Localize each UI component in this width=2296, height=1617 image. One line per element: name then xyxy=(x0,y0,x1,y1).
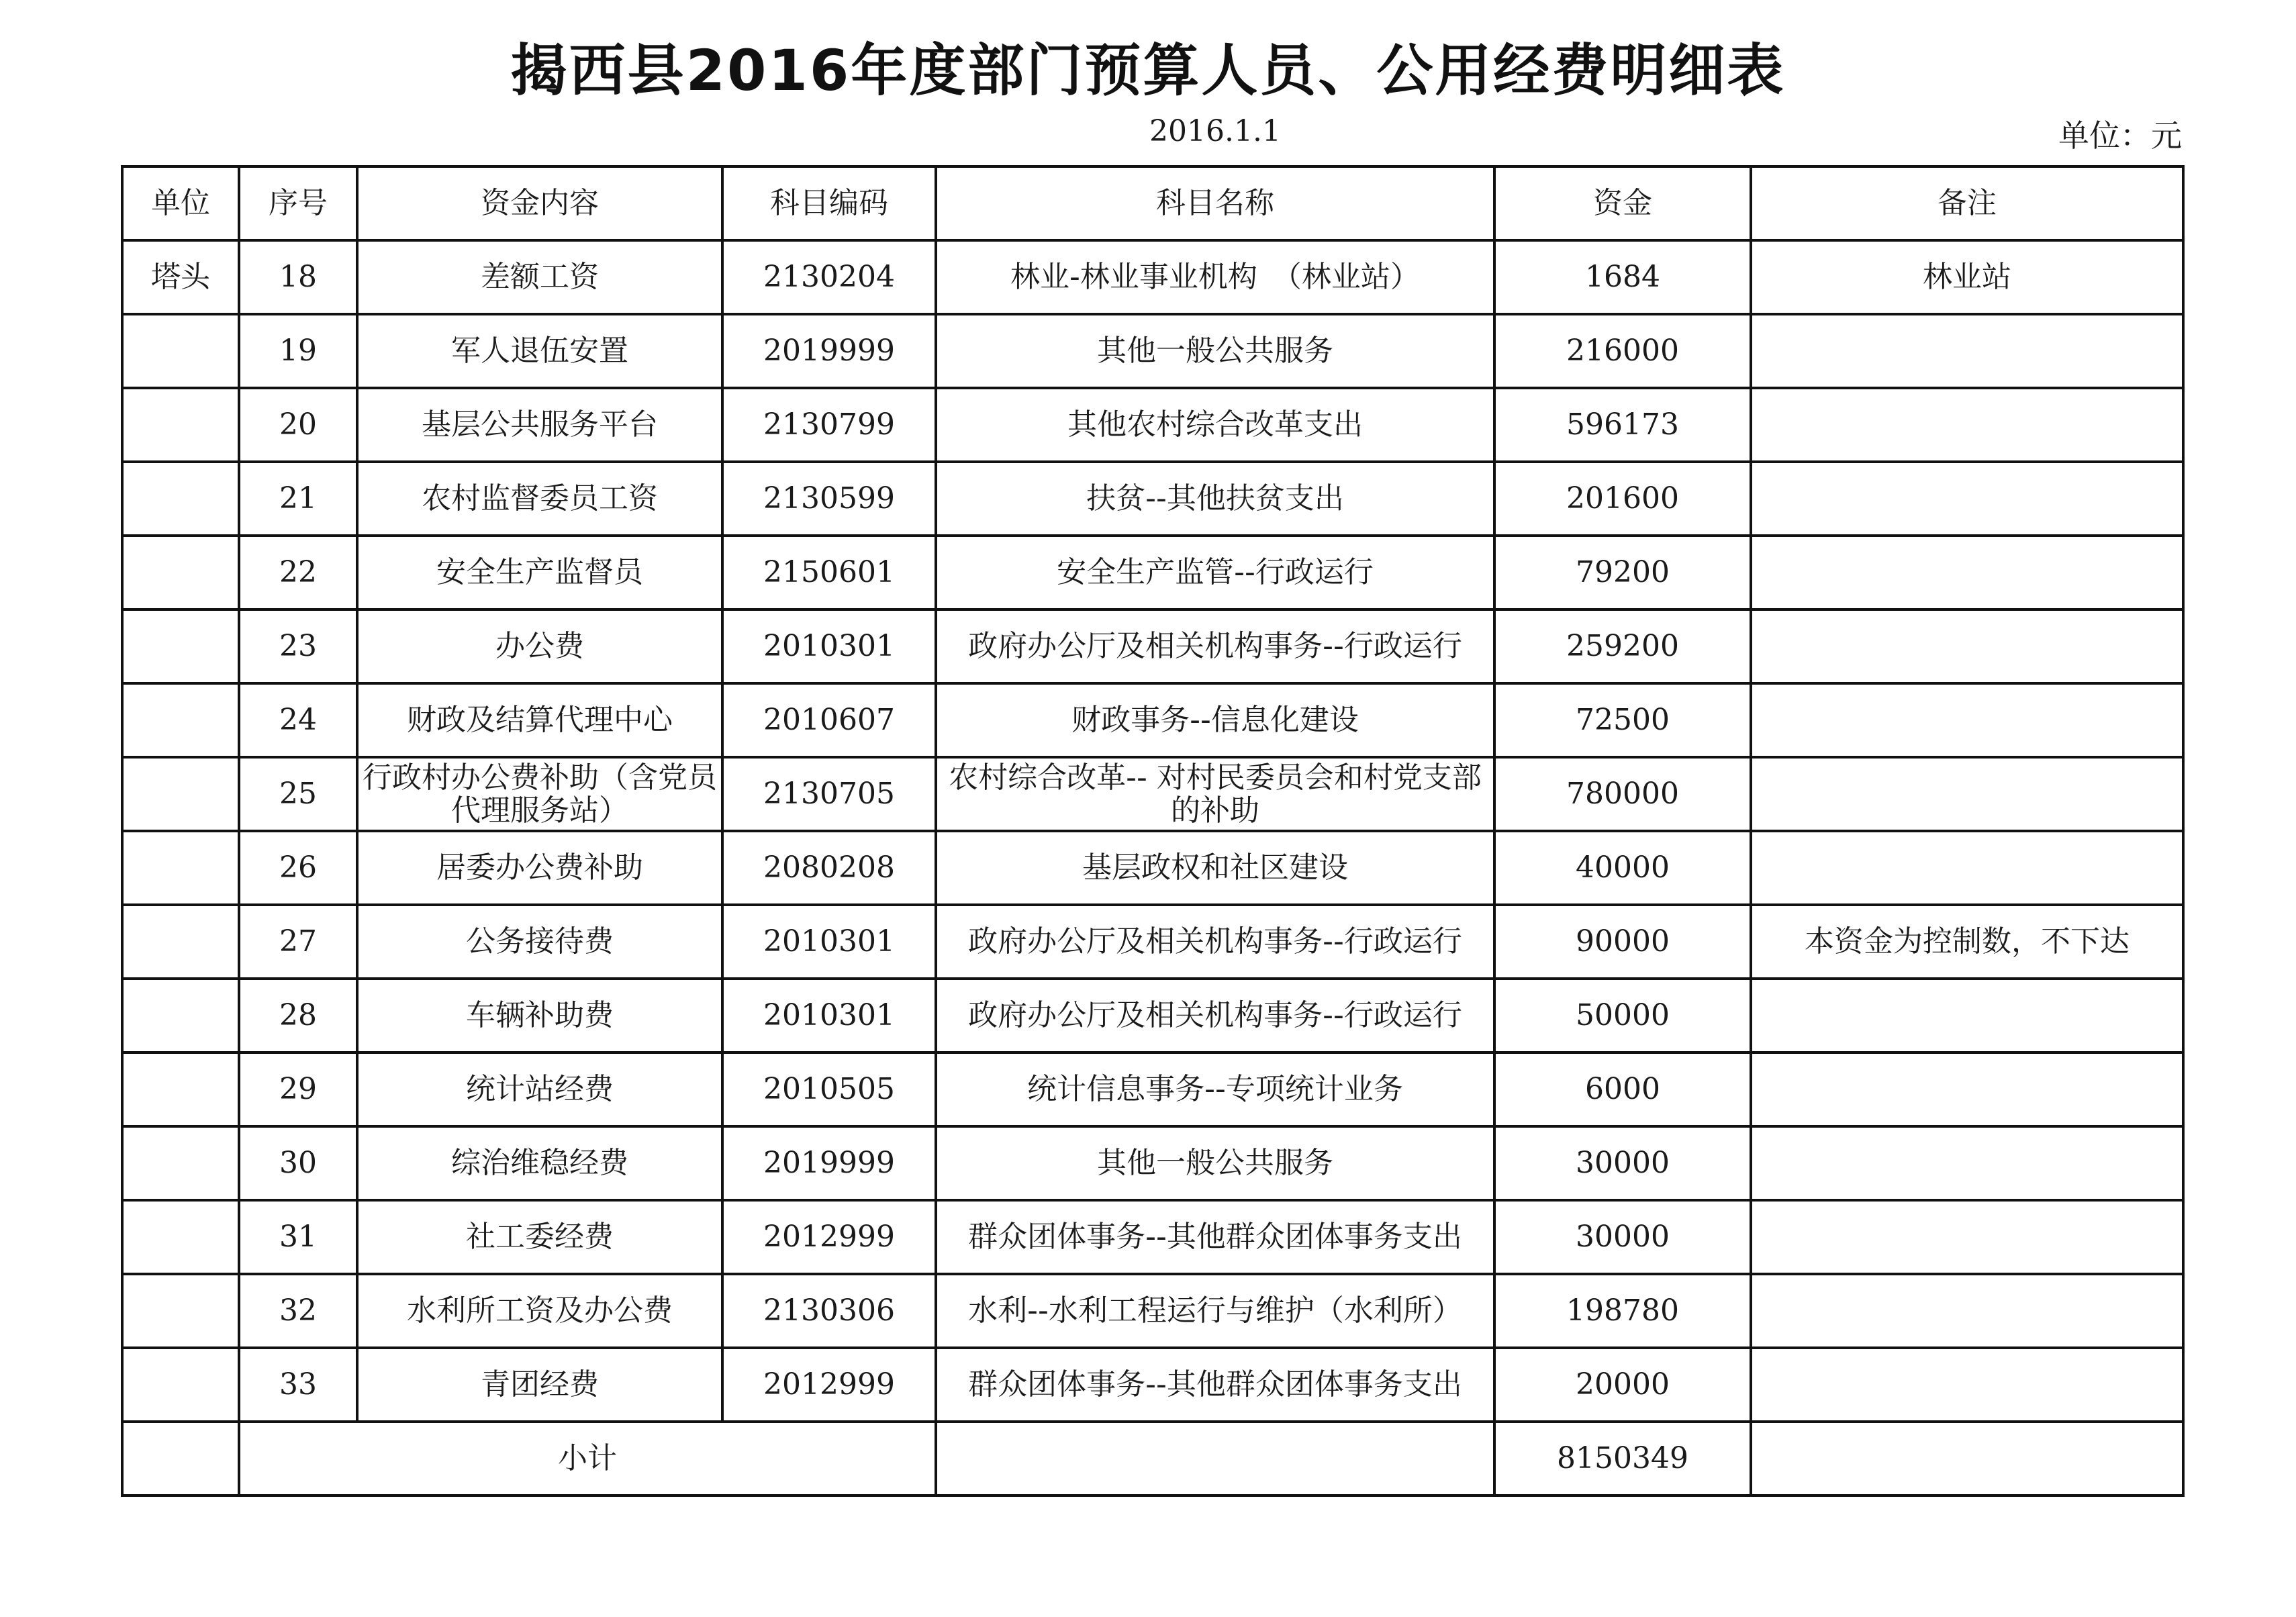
cell-unit xyxy=(122,1348,239,1422)
cell-unit xyxy=(122,1126,239,1200)
cell-remark xyxy=(1751,757,2183,831)
header-amount: 资金 xyxy=(1494,166,1751,240)
cell-seq: 20 xyxy=(239,388,357,462)
cell-subject: 财政事务--信息化建设 xyxy=(936,683,1494,757)
cell-remark xyxy=(1751,1200,2183,1274)
cell-code: 2019999 xyxy=(722,314,936,388)
cell-content: 军人退伍安置 xyxy=(357,314,722,388)
table-row xyxy=(122,1274,2183,1348)
header-seq: 序号 xyxy=(239,166,357,240)
cell-unit xyxy=(122,609,239,683)
currency-unit: 单位：元 xyxy=(2058,117,2182,154)
cell-content: 办公费 xyxy=(357,609,722,683)
table-body xyxy=(122,240,2183,1496)
cell-amount: 30000 xyxy=(1494,1126,1751,1200)
cell-unit xyxy=(122,1052,239,1126)
table-row xyxy=(122,905,2183,979)
subtotal-unit-cell xyxy=(122,1422,239,1496)
cell-subject: 其他农村综合改革支出 xyxy=(936,388,1494,462)
cell-subject: 政府办公厅及相关机构事务--行政运行 xyxy=(936,905,1494,979)
table-row xyxy=(122,536,2183,609)
header-content: 资金内容 xyxy=(357,166,722,240)
table-row xyxy=(122,314,2183,388)
cell-content: 青团经费 xyxy=(357,1348,722,1422)
cell-remark xyxy=(1751,314,2183,388)
cell-remark xyxy=(1751,462,2183,536)
cell-code: 2019999 xyxy=(722,1126,936,1200)
cell-seq: 19 xyxy=(239,314,357,388)
cell-remark xyxy=(1751,831,2183,905)
cell-seq: 31 xyxy=(239,1200,357,1274)
cell-subject: 农村综合改革-- 对村民委员会和村党支部的补助 xyxy=(936,757,1494,831)
cell-amount: 50000 xyxy=(1494,979,1751,1052)
cell-remark xyxy=(1751,609,2183,683)
cell-content: 安全生产监督员 xyxy=(357,536,722,609)
page-title: 揭西县2016年度部门预算人员、公用经费明细表 xyxy=(510,38,1786,103)
cell-amount: 780000 xyxy=(1494,757,1751,831)
cell-unit xyxy=(122,979,239,1052)
cell-seq: 24 xyxy=(239,683,357,757)
cell-code: 2012999 xyxy=(722,1200,936,1274)
header-code: 科目编码 xyxy=(722,166,936,240)
cell-content: 综治维稳经费 xyxy=(357,1126,722,1200)
cell-content: 居委办公费补助 xyxy=(357,831,722,905)
table-row xyxy=(122,388,2183,462)
subtotal-subject-cell xyxy=(936,1422,1494,1496)
cell-amount: 216000 xyxy=(1494,314,1751,388)
subtotal-remark-cell xyxy=(1751,1422,2183,1496)
header-subject: 科目名称 xyxy=(936,166,1494,240)
header-remark: 备注 xyxy=(1751,166,2183,240)
cell-remark xyxy=(1751,388,2183,462)
cell-subject: 其他一般公共服务 xyxy=(936,314,1494,388)
cell-amount: 72500 xyxy=(1494,683,1751,757)
cell-subject: 扶贫--其他扶贫支出 xyxy=(936,462,1494,536)
cell-content: 农村监督委员工资 xyxy=(357,462,722,536)
cell-amount: 20000 xyxy=(1494,1348,1751,1422)
header-unit: 单位 xyxy=(122,166,239,240)
cell-amount: 6000 xyxy=(1494,1052,1751,1126)
table-row xyxy=(122,757,2183,831)
table-row xyxy=(122,1348,2183,1422)
cell-unit xyxy=(122,831,239,905)
cell-content: 行政村办公费补助（含党员代理服务站） xyxy=(357,757,722,831)
cell-amount: 30000 xyxy=(1494,1200,1751,1274)
cell-subject: 统计信息事务--专项统计业务 xyxy=(936,1052,1494,1126)
cell-subject: 政府办公厅及相关机构事务--行政运行 xyxy=(936,979,1494,1052)
header-row xyxy=(122,166,2183,240)
table-row xyxy=(122,1126,2183,1200)
cell-code: 2012999 xyxy=(722,1348,936,1422)
cell-content: 差额工资 xyxy=(357,240,722,314)
cell-unit xyxy=(122,462,239,536)
table-row xyxy=(122,979,2183,1052)
cell-content: 基层公共服务平台 xyxy=(357,388,722,462)
cell-seq: 21 xyxy=(239,462,357,536)
cell-seq: 29 xyxy=(239,1052,357,1126)
cell-unit xyxy=(122,683,239,757)
cell-remark xyxy=(1751,1052,2183,1126)
cell-amount: 259200 xyxy=(1494,609,1751,683)
cell-unit: 塔头 xyxy=(122,240,239,314)
table-header xyxy=(122,166,2183,240)
cell-seq: 26 xyxy=(239,831,357,905)
report-date: 2016.1.1 xyxy=(1149,114,1281,148)
table-row xyxy=(122,1052,2183,1126)
cell-code: 2130799 xyxy=(722,388,936,462)
table-row xyxy=(122,1200,2183,1274)
cell-amount: 596173 xyxy=(1494,388,1751,462)
subtotal-row xyxy=(122,1422,2183,1496)
cell-content: 统计站经费 xyxy=(357,1052,722,1126)
cell-seq: 27 xyxy=(239,905,357,979)
cell-unit xyxy=(122,1274,239,1348)
table-row xyxy=(122,240,2183,314)
cell-code: 2130204 xyxy=(722,240,936,314)
cell-code: 2010301 xyxy=(722,905,936,979)
cell-remark: 林业站 xyxy=(1751,240,2183,314)
cell-amount: 79200 xyxy=(1494,536,1751,609)
cell-remark xyxy=(1751,683,2183,757)
cell-seq: 30 xyxy=(239,1126,357,1200)
cell-subject: 基层政权和社区建设 xyxy=(936,831,1494,905)
cell-amount: 1684 xyxy=(1494,240,1751,314)
cell-code: 2150601 xyxy=(722,536,936,609)
cell-code: 2010301 xyxy=(722,609,936,683)
cell-seq: 23 xyxy=(239,609,357,683)
cell-subject: 水利--水利工程运行与维护（水利所） xyxy=(936,1274,1494,1348)
cell-code: 2130705 xyxy=(722,757,936,831)
cell-subject: 其他一般公共服务 xyxy=(936,1126,1494,1200)
cell-subject: 群众团体事务--其他群众团体事务支出 xyxy=(936,1200,1494,1274)
cell-seq: 22 xyxy=(239,536,357,609)
cell-subject: 政府办公厅及相关机构事务--行政运行 xyxy=(936,609,1494,683)
subtotal-amount: 8150349 xyxy=(1494,1422,1751,1496)
cell-code: 2130599 xyxy=(722,462,936,536)
cell-seq: 28 xyxy=(239,979,357,1052)
cell-code: 2130306 xyxy=(722,1274,936,1348)
cell-remark: 本资金为控制数，不下达 xyxy=(1751,905,2183,979)
cell-seq: 18 xyxy=(239,240,357,314)
cell-subject: 群众团体事务--其他群众团体事务支出 xyxy=(936,1348,1494,1422)
cell-unit xyxy=(122,536,239,609)
cell-amount: 201600 xyxy=(1494,462,1751,536)
cell-remark xyxy=(1751,979,2183,1052)
cell-code: 2080208 xyxy=(722,831,936,905)
cell-code: 2010505 xyxy=(722,1052,936,1126)
cell-amount: 198780 xyxy=(1494,1274,1751,1348)
table-row xyxy=(122,831,2183,905)
budget-table xyxy=(121,165,2185,1497)
cell-code: 2010301 xyxy=(722,979,936,1052)
subtotal-label: 小计 xyxy=(239,1422,936,1496)
cell-subject: 林业-林业事业机构 （林业站） xyxy=(936,240,1494,314)
cell-unit xyxy=(122,314,239,388)
cell-remark xyxy=(1751,536,2183,609)
cell-seq: 32 xyxy=(239,1274,357,1348)
cell-subject: 安全生产监管--行政运行 xyxy=(936,536,1494,609)
table-row xyxy=(122,462,2183,536)
cell-remark xyxy=(1751,1126,2183,1200)
cell-content: 财政及结算代理中心 xyxy=(357,683,722,757)
cell-code: 2010607 xyxy=(722,683,936,757)
table-row xyxy=(122,609,2183,683)
cell-content: 公务接待费 xyxy=(357,905,722,979)
cell-remark xyxy=(1751,1348,2183,1422)
cell-amount: 90000 xyxy=(1494,905,1751,979)
cell-unit xyxy=(122,1200,239,1274)
cell-unit xyxy=(122,905,239,979)
cell-seq: 33 xyxy=(239,1348,357,1422)
table-row xyxy=(122,683,2183,757)
cell-content: 水利所工资及办公费 xyxy=(357,1274,722,1348)
cell-content: 车辆补助费 xyxy=(357,979,722,1052)
cell-seq: 25 xyxy=(239,757,357,831)
cell-remark xyxy=(1751,1274,2183,1348)
cell-unit xyxy=(122,757,239,831)
cell-content: 社工委经费 xyxy=(357,1200,722,1274)
cell-amount: 40000 xyxy=(1494,831,1751,905)
cell-unit xyxy=(122,388,239,462)
